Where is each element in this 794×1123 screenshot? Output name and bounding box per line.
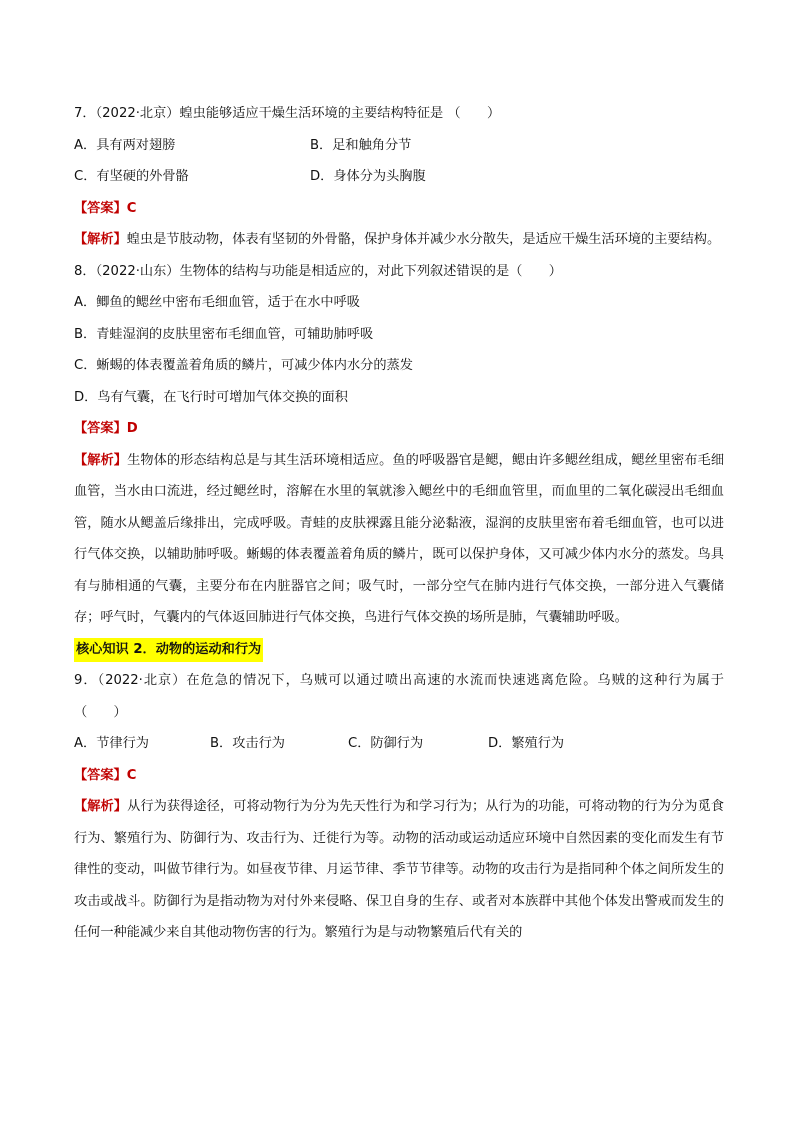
- q9-option-b: B．攻击行为: [210, 736, 285, 751]
- q7-analysis-tag: 【解析】: [74, 232, 127, 247]
- q8-option-c: C．蜥蜴的体表覆盖着角质的鳞片，可减少体内水分的蒸发: [74, 358, 413, 373]
- q8-option-d: D．鸟有气囊，在飞行时可增加气体交换的面积: [74, 389, 348, 405]
- q9-analysis: [74, 791, 724, 949]
- q7-option-c: C．有坚硬的外骨骼: [74, 169, 189, 184]
- q9-answer-tag: 【答案】: [74, 767, 127, 783]
- q7-answer-line: [74, 193, 724, 225]
- q8-option-a: A．鲫鱼的鳃丝中密布毛细血管，适于在水中呼吸: [74, 295, 360, 310]
- q7-analysis-text: 蝗虫是节肢动物，体表有坚韧的外骨骼，保护身体并减少水分散失，是适应干燥生活环境的主要结构。: [126, 232, 721, 247]
- question-9-stem: 9．（2022·北京）在危急的情况下，乌贼可以通过喷出高速的水流而快速逃离危险。乌贼的这种行为属于（ ）: [74, 673, 724, 720]
- question-8-stem: 8．（2022·山东）生物体的结构与功能是相适应的，对此下列叙述错误的是（ ）: [74, 263, 562, 279]
- q8-analysis-text: 生物体的形态结构总是与其生活环境相适应。鱼的呼吸器官是鳃，鳃由许多鳃丝组成，鳃丝里密布毛细血管，当水由口流进，经过鳃丝时，溶解在水里的氧就渗入鳃丝中的毛细血管里，而血里的二氧化碳浸出毛细血管，随水从鳃盖后缘排出，完成呼吸。青蛙的皮肤裸露且能分泌黏液，湿润的皮肤里密布着毛细血管，也可以进行气体交换，以辅助肺呼吸。蜥蜴的体表覆盖着角质的鳞片，既可以保护身体，又可减少体内水分的蒸发。鸟具有与肺相通的气囊，主要分布在内脏器官之间；吸气时，一部分空气在肺内进行气体交换，一部分进入气囊储存；呼气时，气囊内的气体返回肺进行气体交换，鸟进行气体交换的场所是肺，气囊辅助呼吸。: [74, 452, 725, 625]
- q7-option-a: A．具有两对翅膀: [74, 137, 176, 153]
- q9-option-d: D．繁殖行为: [488, 736, 565, 751]
- question-7-options-row-2: [74, 161, 724, 193]
- q7-option-d: D．身体分为头胸腹: [310, 169, 426, 184]
- section-heading: 核心知识 2．动物的运动和行为: [74, 638, 263, 662]
- q9-option-a: A．节律行为: [74, 736, 149, 751]
- document-page: [74, 98, 724, 949]
- question-9-options: [74, 728, 724, 760]
- section-heading-row: [74, 634, 724, 666]
- q8-answer-tag: 【答案】: [74, 421, 127, 436]
- q8-option-b: B．青蛙湿润的皮肤里密布毛细血管，可辅助肺呼吸: [74, 326, 374, 342]
- q9-answer-value: C: [126, 767, 137, 783]
- q9-analysis-tag: 【解析】: [74, 799, 128, 814]
- q7-answer-tag: 【答案】: [74, 200, 127, 216]
- q7-answer-value: C: [126, 200, 137, 216]
- q9-analysis-text: 从行为获得途径，可将动物行为分为先天性行为和学习行为；从行为的功能，可将动物的行为分为觅食行为、繁殖行为、防御行为、攻击行为、迁徙行为等。动物的活动或运动适应环境中自然因素的变化而发生有节律性的变动，叫做节律行为。如昼夜节律、月运节律、季节节律等。动物的攻击行为是指同种个体之间所发生的攻击或战斗。防御行为是指动物为对付外来侵略、保卫自身的生存、或者对本族群中其他个体发出警戒而发生的任何一种能减少来自其他动物伤害的行为。繁殖行为是与动物繁殖后代有关的: [74, 799, 725, 940]
- q7-analysis: [74, 224, 724, 256]
- q8-answer-value: D: [126, 421, 138, 436]
- q9-answer-line: [74, 760, 724, 792]
- question-7-options-row-1: [74, 130, 724, 162]
- q8-analysis: [74, 445, 724, 634]
- q7-option-b: B．足和触角分节: [310, 137, 412, 153]
- q8-analysis-tag: 【解析】: [74, 452, 128, 468]
- q9-option-c: C．防御行为: [348, 736, 424, 751]
- question-7-stem: 7．（2022·北京）蝗虫能够适应干燥生活环境的主要结构特征是 （ ）: [74, 106, 501, 121]
- q8-answer-line: [74, 413, 724, 445]
